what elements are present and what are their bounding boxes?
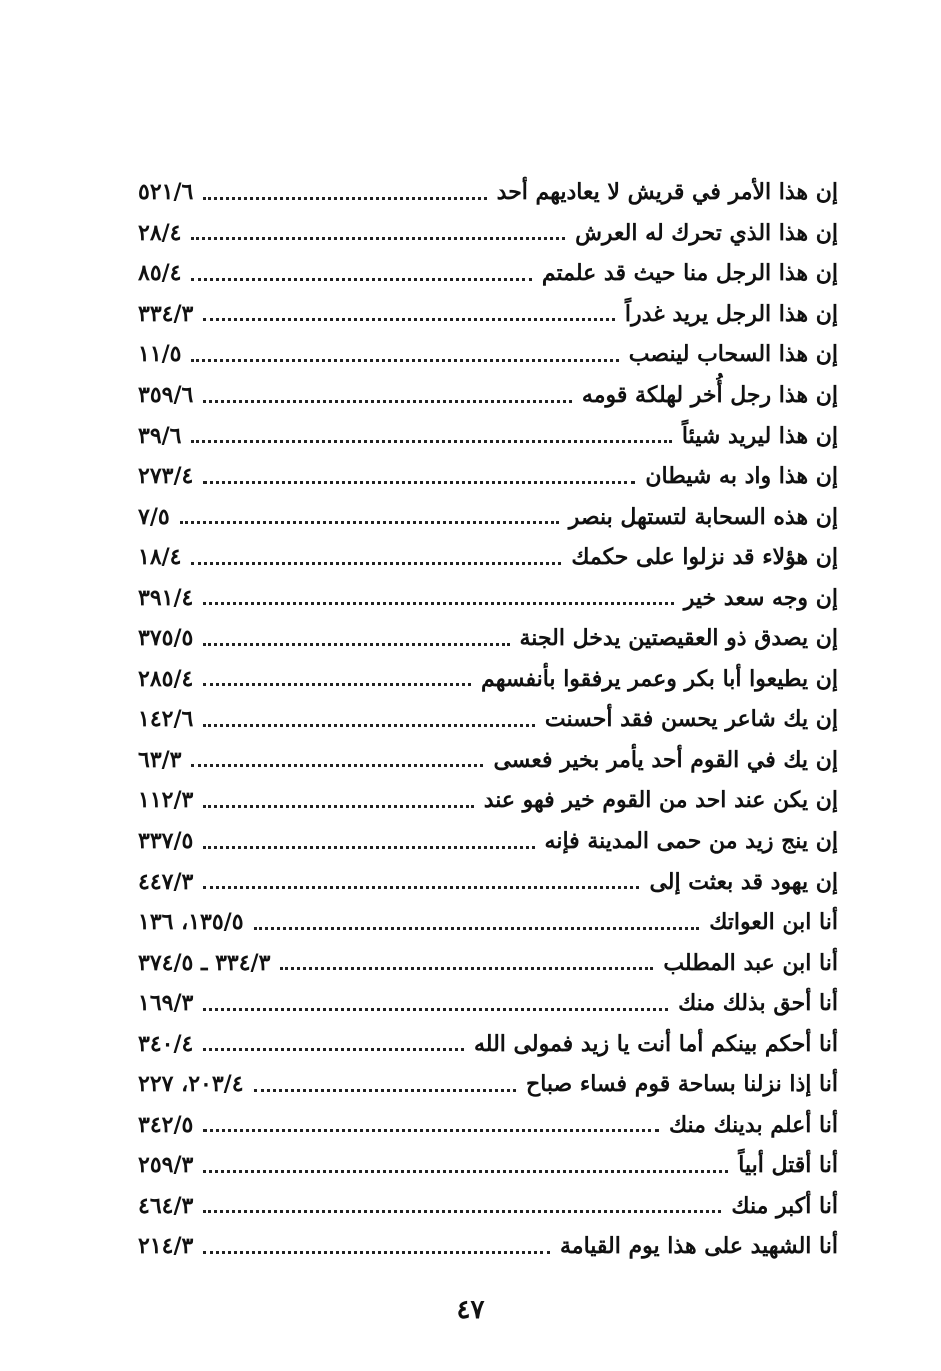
entry-phrase: أنا أحكم بينكم أما أنت يا زيد فمولى الله <box>474 1030 838 1057</box>
entry-reference: ٣٩/٦ <box>138 422 182 449</box>
index-entry <box>138 1145 838 1186</box>
dot-leader <box>191 278 531 281</box>
index-entry <box>138 334 838 375</box>
entry-phrase: أنا الشهيد على هذا يوم القيامة <box>560 1233 838 1260</box>
dot-leader <box>203 481 635 484</box>
entry-reference: ٢٨/٤ <box>138 219 182 246</box>
entry-reference: ٨٥/٤ <box>138 260 182 287</box>
entry-reference: ٧/٥ <box>138 503 170 530</box>
entry-phrase: أنا أحق بذلك منك <box>678 990 838 1017</box>
entry-phrase: أنا إذا نزلنا بساحة قوم فساء صباح <box>526 1071 838 1098</box>
entry-reference: ٣٤٢/٥ <box>138 1111 194 1138</box>
dot-leader <box>203 683 471 686</box>
index-entry <box>138 942 838 983</box>
entry-reference: ٤٦٤/٣ <box>138 1192 194 1219</box>
index-entry <box>138 780 838 821</box>
dot-leader <box>203 1210 721 1213</box>
index-entry <box>138 699 838 740</box>
index-entry <box>138 1226 838 1267</box>
dot-leader <box>191 237 565 240</box>
dot-leader <box>191 440 671 443</box>
hadith-index-list <box>138 172 838 1267</box>
index-entry <box>138 861 838 902</box>
entry-reference: ٤٤٧/٣ <box>138 868 194 895</box>
index-entry <box>138 618 838 659</box>
index-entry <box>138 740 838 781</box>
entry-reference: ١٣٥/٥، ١٣٦ <box>138 909 244 936</box>
dot-leader <box>203 318 615 321</box>
entry-reference: ٣٩١/٤ <box>138 584 194 611</box>
entry-phrase: إن ينج زيد من حمى المدينة فإنه <box>544 828 838 855</box>
entry-reference: ٣٣٤/٣ ـ ٣٧٤/٥ <box>138 949 271 976</box>
entry-reference: ٣٣٧/٥ <box>138 828 194 855</box>
dot-leader <box>254 927 700 930</box>
entry-reference: ٥٢١/٦ <box>138 179 194 206</box>
entry-phrase: إن يك شاعر يحسن فقد أحسنت <box>544 706 838 733</box>
index-entry <box>138 253 838 294</box>
index-entry <box>138 375 838 416</box>
dot-leader <box>203 805 473 808</box>
entry-phrase: إن يهود قد بعثت إلى <box>649 868 838 895</box>
entry-reference: ١٨/٤ <box>138 544 182 571</box>
dot-leader <box>203 886 639 889</box>
dot-leader <box>191 562 561 565</box>
entry-phrase: أنا أعلم بدينك منك <box>668 1111 838 1138</box>
entry-phrase: إن هذا السحاب لينصب <box>628 341 838 368</box>
entry-reference: ٢٧٣/٤ <box>138 463 194 490</box>
dot-leader <box>203 602 673 605</box>
dot-leader <box>254 1089 516 1092</box>
entry-phrase: أنا ابن العواتك <box>709 909 838 936</box>
entry-reference: ٢٨٥/٤ <box>138 665 194 692</box>
index-entry <box>138 1186 838 1227</box>
index-entry <box>138 213 838 254</box>
entry-phrase: إن يك في القوم أحد يأمر بخير فعسى <box>493 746 838 773</box>
dot-leader <box>191 764 483 767</box>
entry-phrase: إن هذا الرجل يريد غدراً <box>624 300 838 327</box>
dot-leader <box>280 967 653 970</box>
entry-phrase: إن هؤلاء قد نزلوا على حكمك <box>571 544 838 571</box>
dot-leader <box>203 1129 659 1132</box>
entry-reference: ١١٢/٣ <box>138 787 194 814</box>
dot-leader <box>203 197 486 200</box>
entry-phrase: إن هذا ليريد شيئاً <box>681 422 838 449</box>
entry-phrase: إن يطيعوا أبا بكر وعمر يرفقوا بأنفسهم <box>481 665 838 692</box>
entry-phrase: أنا ابن عبد المطلب <box>663 949 838 976</box>
index-entry <box>138 821 838 862</box>
index-entry <box>138 659 838 700</box>
entry-reference: ٢١٤/٣ <box>138 1233 194 1260</box>
entry-phrase: إن هذا رجل أُخر لهلكة قومه <box>581 382 838 408</box>
entry-reference: ٣٤٠/٤ <box>138 1030 194 1057</box>
index-entry <box>138 1105 838 1146</box>
entry-reference: ١٦٩/٣ <box>138 990 194 1017</box>
entry-reference: ٢٥٩/٣ <box>138 1152 194 1179</box>
entry-phrase: إن هذه السحابة لتستهل بنصر <box>568 503 838 530</box>
entry-reference: ٣٣٤/٣ <box>138 300 194 327</box>
entry-phrase: أنا أكبر منك <box>731 1192 838 1219</box>
entry-phrase: إن هذا الأمر في قريش لا يعاديهم أحد <box>496 179 838 206</box>
dot-leader <box>180 521 559 524</box>
entry-phrase: إن هذا واد به شيطان <box>645 463 838 490</box>
entry-phrase: إن هذا الرجل منا حيث قد علمتم <box>541 260 838 287</box>
index-entry <box>138 456 838 497</box>
index-entry <box>138 537 838 578</box>
entry-reference: ١٤٢/٦ <box>138 706 194 733</box>
entry-reference: ٦٣/٣ <box>138 746 182 773</box>
dot-leader <box>203 1251 550 1254</box>
index-entry <box>138 983 838 1024</box>
dot-leader <box>203 724 535 727</box>
entry-reference: ٢٠٣/٤، ٢٢٧ <box>138 1071 244 1098</box>
index-entry <box>138 577 838 618</box>
index-entry <box>138 172 838 213</box>
entry-reference: ١١/٥ <box>138 341 182 368</box>
dot-leader <box>203 643 509 646</box>
dot-leader <box>191 359 618 362</box>
dot-leader <box>203 400 572 403</box>
entry-reference: ٣٧٥/٥ <box>138 625 194 652</box>
entry-phrase: إن يكن عند احد من القوم خير فهو عند <box>483 787 838 814</box>
entry-phrase: إن يصدق ذو العقيصتين يدخل الجنة <box>519 625 838 652</box>
dot-leader <box>203 846 534 849</box>
index-entry <box>138 415 838 456</box>
page-number: ٤٧ <box>456 1295 485 1325</box>
entry-phrase: إن وجه سعد خير <box>683 584 838 611</box>
dot-leader <box>203 1048 464 1051</box>
index-entry <box>138 496 838 537</box>
index-entry <box>138 902 838 943</box>
index-entry <box>138 294 838 335</box>
dot-leader <box>203 1170 728 1173</box>
entry-reference: ٣٥٩/٦ <box>138 382 194 408</box>
entry-phrase: أنا أقتل أبياً <box>738 1152 838 1179</box>
dot-leader <box>203 1008 668 1011</box>
entry-phrase: إن هذا الذي تحرك له العرش <box>575 219 838 246</box>
index-entry <box>138 1064 838 1105</box>
index-entry <box>138 1023 838 1064</box>
